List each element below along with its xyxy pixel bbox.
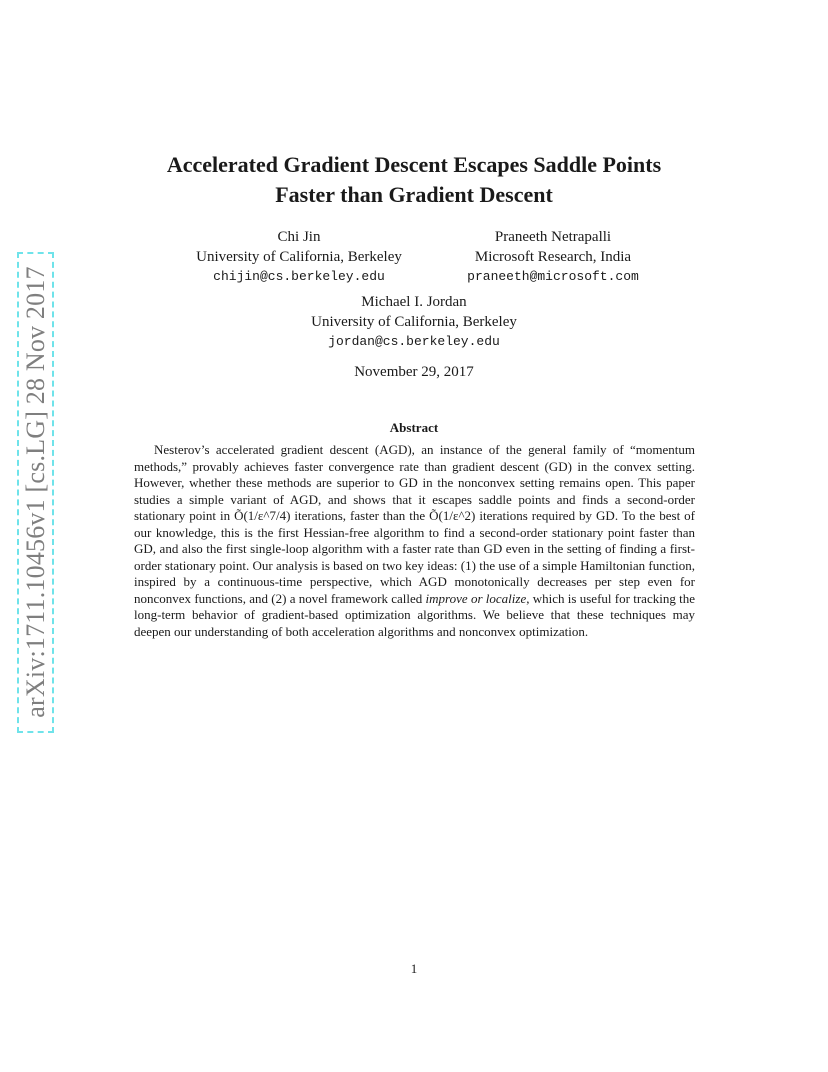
- abstract-part-2: iterations, faster than the: [290, 508, 430, 523]
- author-affiliation: University of California, Berkeley: [311, 313, 517, 330]
- author-name: Chi Jin: [277, 229, 321, 245]
- title-line-1: Accelerated Gradient Descent Escapes Saddle Points: [166, 152, 662, 177]
- abstract-emphasis: improve or localize: [425, 590, 527, 606]
- abstract-heading: Abstract: [389, 420, 439, 435]
- abstract-part-3: iterations required by GD. To the best of our knowledge, this is the first Hessian-free algorithm to find a second-order stationary point faster than GD, and also the first single-loop algorithm with a faster rate than GD even in the setting of finding a first-order stationary point. Our analysis is based on two key ideas: (1) the use of a simple Hamiltonian function, inspired by a continuous-time perspective, which AGD monotonically decreases per step even for nonconvex functions, and (2) a novel framework called: [134, 508, 695, 606]
- author-email: jordan@cs.berkeley.edu: [328, 334, 500, 349]
- author-block-1: [179, 228, 419, 287]
- abstract-part-1: Nesterov’s accelerated gradient descent (AGD), an instance of the general family of “momentum methods,” provably achieves faster convergence rate than gradient descent (GD) in the convex setting. However, whether these methods are superior to GD in the nonconvex setting remains open. This paper studies a simple variant of AGD, and shows that it escapes saddle points and finds a second-order stationary point in: [134, 442, 695, 523]
- author-email: chijin@cs.berkeley.edu: [213, 269, 385, 284]
- abstract-part-4: , which is useful for tracking the long-term behavior of gradient-based optimization algorithms. We believe that these techniques may deepen our understanding of both acceleration algorithms and nonconvex optimization.: [134, 590, 695, 639]
- author-affiliation: University of California, Berkeley: [196, 248, 402, 265]
- page-number: 1: [410, 961, 418, 976]
- author-name: Michael I. Jordan: [361, 294, 467, 310]
- gd-rate: Õ(1/ε^2): [429, 508, 476, 523]
- author-affiliation: Microsoft Research, India: [474, 248, 632, 265]
- author-email: praneeth@microsoft.com: [467, 269, 639, 284]
- abstract-text: [134, 442, 695, 640]
- arxiv-identifier: arXiv:1711.10456v1 [cs.LG] 28 Nov 2017: [21, 266, 50, 718]
- author-block-3: [294, 293, 534, 352]
- agd-rate: Õ(1/ε^7/4): [234, 508, 291, 523]
- author-name: Praneeth Netrapalli: [494, 229, 612, 245]
- publication-date: November 29, 2017: [354, 364, 474, 380]
- author-block-2: [433, 228, 673, 287]
- paper-title: [0, 150, 828, 210]
- title-line-2: Faster than Gradient Descent: [275, 182, 553, 207]
